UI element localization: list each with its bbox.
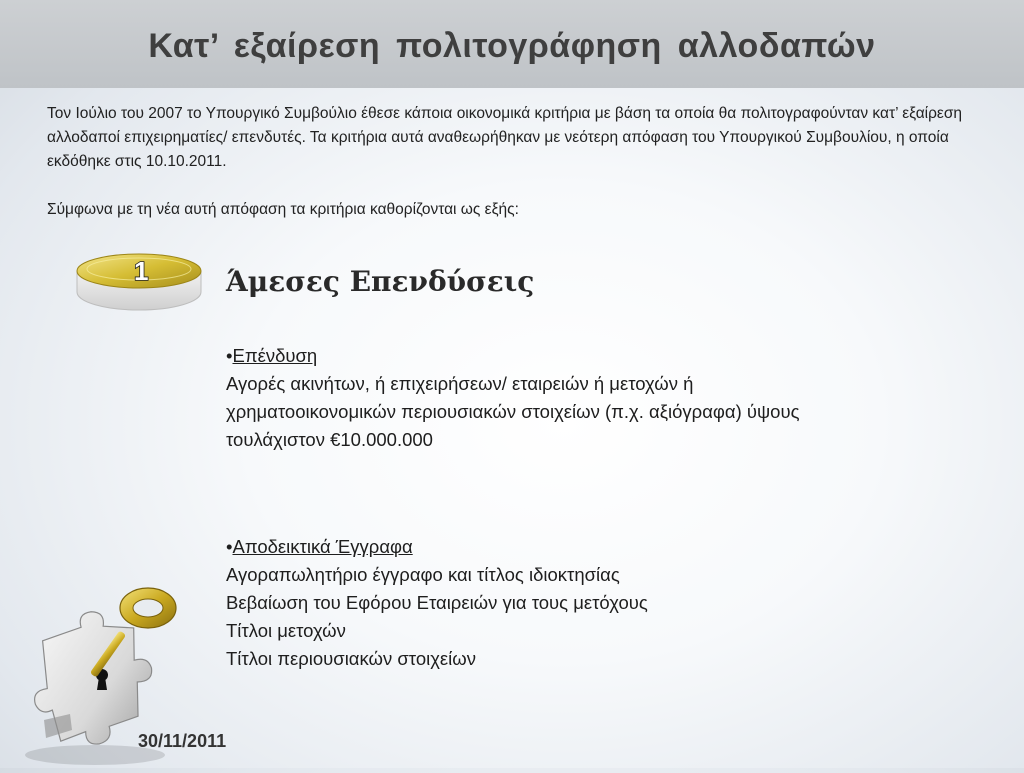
bullet: • [226,536,233,557]
numbered-disc-icon [74,252,204,314]
intro-text [47,102,977,222]
investment-heading: Επένδυση [232,345,318,366]
bullet: • [226,345,233,366]
slide-title: Κατ’ εξαίρεση πολιτογράφηση αλλοδαπών [148,26,876,65]
documents-line: Τίτλοι μετοχών [226,620,346,641]
slide-date: 30/11/2011 [138,731,227,751]
section-title: Άμεσες Επενδύσεις [226,265,535,298]
badge-number: 1 [134,256,149,286]
documents-heading-line [226,533,926,561]
investment-heading-line [226,342,926,370]
documents-heading: Αποδεικτικά Έγγραφα [232,536,413,557]
investment-line: Αγορές ακινήτων, ή επιχειρήσεων/ εταιρειών ή μετοχών ή [226,373,694,394]
documents-block [226,533,926,673]
documents-line: Αγοραπωλητήριο έγγραφο και τίτλος ιδιοκτησίας [226,564,620,585]
documents-line: Βεβαίωση του Εφόρου Εταιρειών για τους μετόχους [226,592,648,613]
title-bar [0,0,1024,88]
intro-paragraph: Τον Ιούλιο του 2007 το Υπουργικό Συμβούλιο έθεσε κάποια οικονομικά κριτήρια με βάση τα οποία θα πολιτογραφούνταν κατ’ εξαίρεση αλλοδαποί επιχειρηματίες/ επενδυτές. Τα κριτήρια αυτά αναθεωρήθηκαν με νεότερη απόφαση του Υπουργικού Συμβουλίου, η οποία εκδόθηκε στις 10.10.2011. [47,105,963,170]
investment-line: τουλάχιστον €10.000.000 [226,429,433,450]
investment-block [226,342,926,454]
investment-line: χρηματοοικονομικών περιουσιακών στοιχείων (π.χ. αξιόγραφα) ύψους [226,401,800,422]
intro-followup: Σύμφωνα με τη νέα αυτή απόφαση τα κριτήρια καθορίζονται ως εξής: [47,201,519,218]
documents-line: Τίτλοι περιουσιακών στοιχείων [226,648,476,669]
